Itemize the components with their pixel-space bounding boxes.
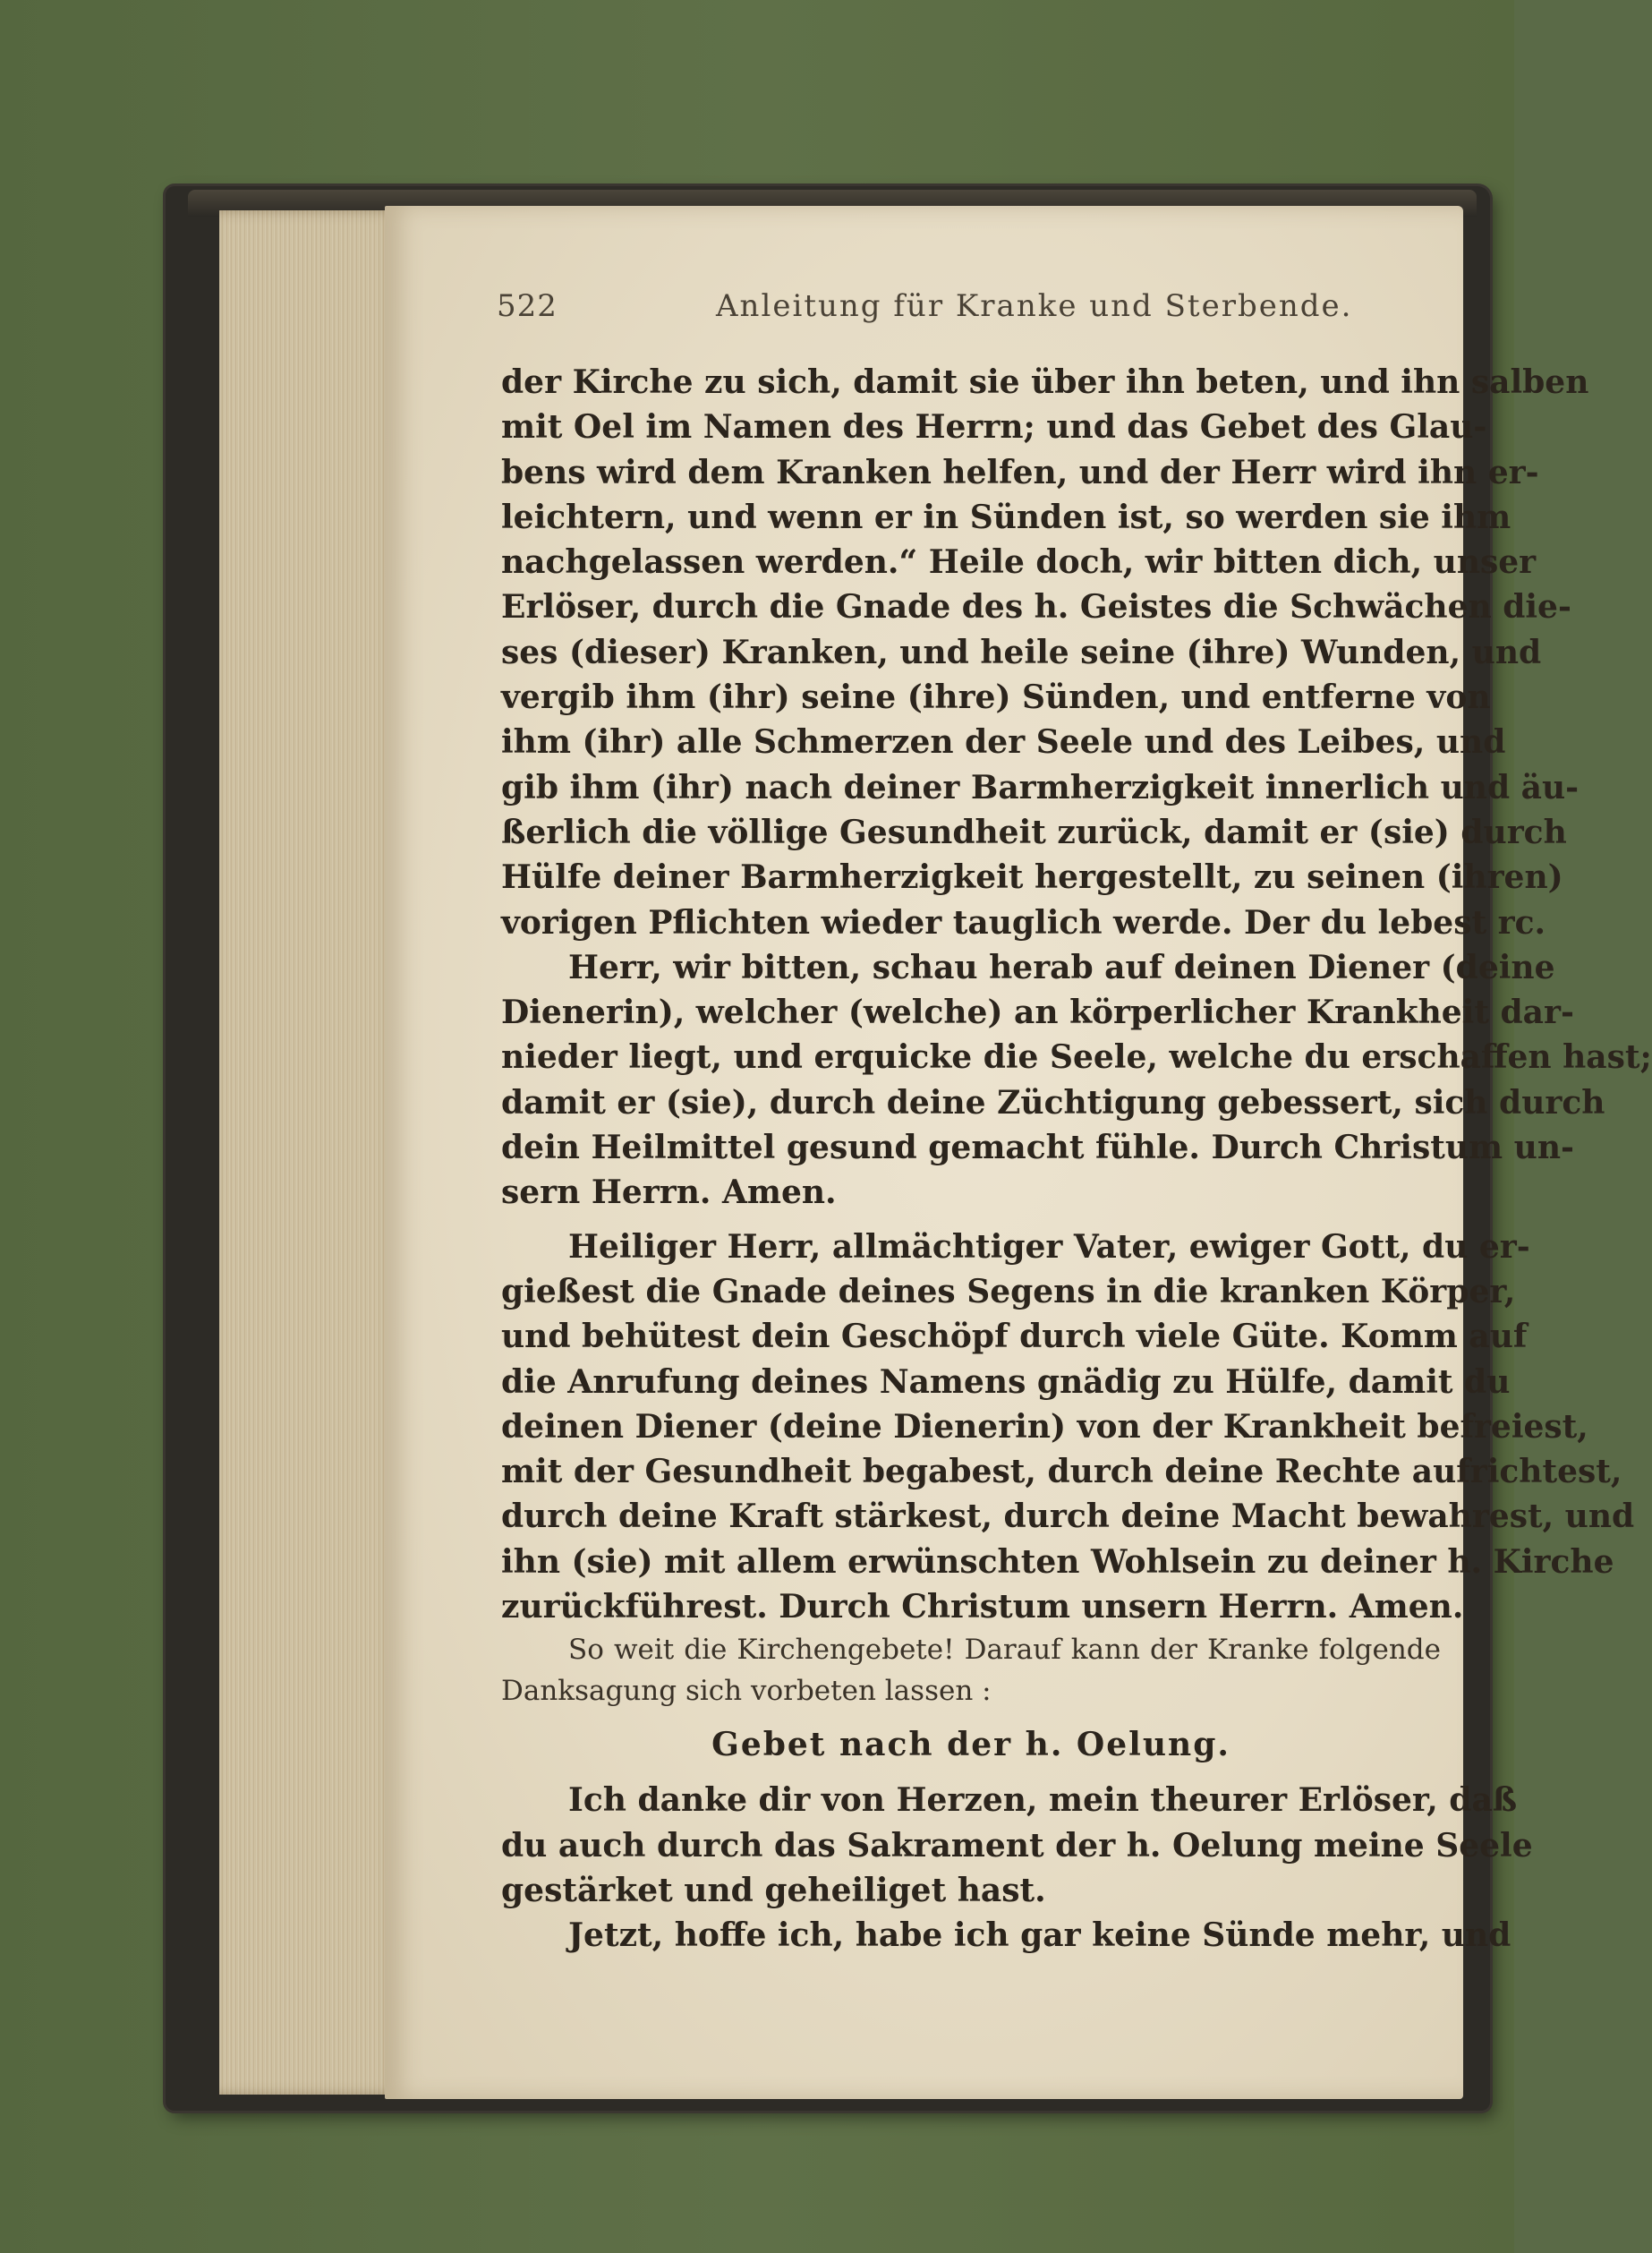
page-text <box>501 360 1652 1959</box>
note-line: Danksagung sich vorbeten lassen : <box>501 1675 992 1708</box>
text-line: Dienerin), welcher (welche) an körperlicher Krankheit dar- <box>501 994 1574 1032</box>
text-line: dein Heilmittel gesund gemacht fühle. Durch Christum un- <box>501 1129 1574 1167</box>
text-line: ihm (ihr) alle Schmerzen der Seele und des Leibes, und <box>501 723 1506 762</box>
running-head <box>497 288 1445 333</box>
paragraph-4 <box>501 1778 1533 1913</box>
running-title: Anleitung für Kranke und Sterbende. <box>716 288 1353 324</box>
note-line: So weit die Kirchengebete! Darauf kann der Kranke folgende <box>568 1634 1441 1667</box>
text-line: nieder liegt, und erquicke die Seele, welche du erschaffen hast; <box>501 1038 1652 1077</box>
note <box>501 1629 1441 1711</box>
text-line: Ich danke dir von Herzen, mein theurer Erlöser, daß <box>568 1781 1518 1820</box>
text-line: durch deine Kraft stärkest, durch deine Macht bewahrest, und <box>501 1498 1635 1536</box>
text-line: damit er (sie), durch deine Züchtigung gebessert, sich durch <box>501 1083 1605 1122</box>
text-line: bens wird dem Kranken helfen, und der Herr wird ihn er- <box>501 453 1539 491</box>
paragraph-5 <box>501 1913 1511 1958</box>
text-line: Heiliger Herr, allmächtiger Vater, ewiger Gott, du er- <box>568 1227 1530 1266</box>
page-number: 522 <box>497 288 558 324</box>
text-line: der Kirche zu sich, damit sie über ihn beten, und ihn salben <box>501 363 1589 401</box>
text-line: Herr, wir bitten, schau herab auf deinen Diener (deine <box>568 948 1555 986</box>
page-edges <box>219 210 398 2095</box>
text-line: Hülfe deiner Barmherzigkeit hergestellt, zu seinen (ihren) <box>501 858 1563 897</box>
text-line: Erlöser, durch die Gnade des h. Geistes die Schwächen die- <box>501 588 1571 627</box>
text-line: gib ihm (ihr) nach deiner Barmherzigkeit innerlich und äu- <box>501 768 1580 806</box>
paragraph-1 <box>501 360 1589 945</box>
section-heading: Gebet nach der h. Oelung. <box>711 1726 1230 1764</box>
paragraph-2 <box>501 945 1652 1216</box>
text-line: vergib ihm (ihr) seine (ihre) Sünden, und entferne von <box>501 678 1491 717</box>
text-line: leichtern, und wenn er in Sünden ist, so werden sie ihm <box>501 498 1511 536</box>
text-line: Jetzt, hoffe ich, habe ich gar keine Sünde mehr, und <box>568 1916 1511 1955</box>
text-line: ses (dieser) Kranken, und heile seine (ihre) Wunden, und <box>501 633 1542 671</box>
text-line: vorigen Pflichten wieder tauglich werde. Der du lebest rc. <box>501 903 1546 942</box>
text-line: zurückführest. Durch Christum unsern Herrn. Amen. <box>501 1588 1464 1626</box>
text-line: die Anrufung deines Namens gnädig zu Hülfe, damit du <box>501 1362 1511 1401</box>
text-line: gießest die Gnade deines Segens in die kranken Körper, <box>501 1272 1516 1310</box>
paragraph-3 <box>501 1225 1635 1630</box>
text-line: und behütest dein Geschöpf durch viele Güte. Komm auf <box>501 1318 1528 1356</box>
text-line: gestärket und geheiliget hast. <box>501 1871 1046 1909</box>
text-line: ßerlich die völlige Gesundheit zurück, damit er (sie) durch <box>501 813 1567 851</box>
text-line: ihn (sie) mit allem erwünschten Wohlsein zu deiner h. Kirche <box>501 1542 1614 1581</box>
text-line: nachgelassen werden.“ Heile doch, wir bitten dich, unser <box>501 543 1537 582</box>
text-line: du auch durch das Sakrament der h. Oelung meine Seele <box>501 1826 1533 1865</box>
text-line: mit Oel im Namen des Herrn; und das Gebet des Glau- <box>501 408 1487 447</box>
text-line: sern Herrn. Amen. <box>501 1173 837 1212</box>
text-line: deinen Diener (deine Dienerin) von der Krankheit befreiest, <box>501 1407 1588 1446</box>
text-line: mit der Gesundheit begabest, durch deine Rechte aufrichtest, <box>501 1453 1622 1491</box>
